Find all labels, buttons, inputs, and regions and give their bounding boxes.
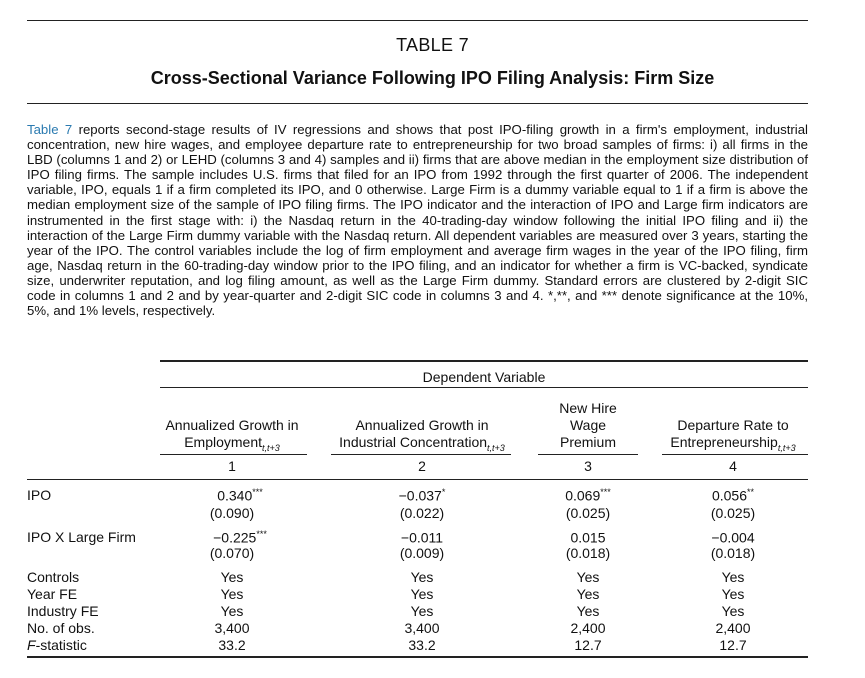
- column-rule-4: [662, 454, 808, 455]
- ipo-large-coef-3: 0.015: [570, 529, 606, 546]
- row-label-ipo: IPO: [27, 487, 52, 503]
- table-label: TABLE 7: [396, 35, 469, 55]
- ipo-se-1: (0.090): [209, 505, 255, 521]
- table-reference-link[interactable]: Table 7: [27, 122, 73, 137]
- column-number-4: 4: [729, 458, 737, 474]
- stat-label-year-fe: Year FE: [27, 586, 78, 602]
- column-rule-3: [538, 454, 638, 455]
- ipo-large-se-4: (0.018): [710, 545, 756, 561]
- ipo-large-se-3: (0.018): [565, 545, 611, 561]
- stat-label-industry-fe: Industry FE: [27, 603, 99, 619]
- table-bottom-rule: [27, 656, 808, 658]
- stat-controls-1: Yes: [220, 569, 244, 585]
- stat-f-2: 33.2: [408, 637, 436, 653]
- column-header-3: New Hire Wage Premium: [559, 400, 617, 450]
- stat-obs-1: 3,400: [214, 620, 250, 636]
- ipo-large-coef-4: −0.004: [711, 529, 755, 546]
- stat-controls-2: Yes: [410, 569, 434, 585]
- stat-controls-4: Yes: [721, 569, 745, 585]
- stat-controls-3: Yes: [576, 569, 600, 585]
- table-title: Cross-Sectional Variance Following IPO Filing Analysis: Firm Size: [150, 68, 715, 88]
- ipo-coef-1: 0.340***: [217, 487, 263, 504]
- ipo-coef-3: 0.069***: [565, 487, 611, 504]
- stat-year-fe-2: Yes: [410, 586, 434, 602]
- top-rule: [27, 20, 808, 21]
- stat-industry-fe-1: Yes: [220, 603, 244, 619]
- stat-label-f-statistic: F-statistic: [27, 637, 87, 653]
- column-header-4: Departure Rate to Entrepreneurship$_{t,t+3}$: [670, 417, 796, 453]
- ipo-se-3: (0.025): [565, 505, 611, 521]
- stat-industry-fe-4: Yes: [721, 603, 745, 619]
- stat-label-obs: No. of obs.: [27, 620, 95, 636]
- stat-obs-3: 2,400: [570, 620, 606, 636]
- table-caption: [27, 122, 808, 318]
- dependent-variable-top-rule: [160, 360, 808, 362]
- column-header-2: Annualized Growth in Industrial Concentration$_{t,t+3}$: [339, 417, 505, 453]
- stat-year-fe-4: Yes: [721, 586, 745, 602]
- ipo-large-se-2: (0.009): [399, 545, 445, 561]
- column-header-1: Annualized Growth in Employment$_{t,t+3}$: [165, 417, 299, 453]
- ipo-coef-4: 0.056**: [711, 487, 755, 504]
- stat-f-3: 12.7: [574, 637, 602, 653]
- caption-text: reports second-stage results of IV regressions and shows that post IPO-filing growth in a firm's employment, industrial concentration, new hire wages, and employee departure rate to entrepreneurship for two broad samples of firms: i) all firms in the LBD (columns 1 and 2) or LEHD (columns 3 and 4) samples and ii) firms that are above median in the employment size distribution of IPO filing firms. The sample includes U.S. firms that filed for an IPO from 1992 through the first quarter of 2006. The independent variable, IPO, equals 1 if a firm completed its IPO, and 0 otherwise. Large Firm is a dummy variable equal to 1 if a firm is above the median employment size of the sample of IPO filing firms. The IPO indicator and the interaction of IPO and Large firm indicators are instrumented in the first stage with: i) the Nasdaq return in the 40-trading-day window following the initial IPO filing and ii) the interaction of the Large Firm dummy variable with the Nasdaq return. All dependent variables are measured over 3 years, starting the year of the IPO. The control variables include the log of firm employment and average firm wages in the year of the IPO filing, firm age, Nasdaq return in the 60-trading-day window prior to the IPO filing, and an indicator for whether a firm is VC-backed, syndicate size, underwriter reputation, and log filing amount, as well as the Large Firm dummy. Standard errors are clustered by 2-digit SIC code in columns 1 and 2 and by year-quarter and 2-digit SIC code in columns 3 and 4. *,**, and *** denote significance at the 10%, 5%, and 1% levels, respectively.: [27, 122, 808, 319]
- stat-f-4: 12.7: [719, 637, 747, 653]
- stat-label-controls: Controls: [27, 569, 80, 585]
- row-label-ipo-large-firm: IPO X Large Firm: [27, 529, 136, 545]
- stat-obs-4: 2,400: [715, 620, 751, 636]
- stat-f-1: 33.2: [218, 637, 246, 653]
- dependent-variable-header: Dependent Variable: [422, 369, 546, 385]
- stat-industry-fe-2: Yes: [410, 603, 434, 619]
- ipo-se-2: (0.022): [399, 505, 445, 521]
- stat-year-fe-3: Yes: [576, 586, 600, 602]
- stat-obs-2: 3,400: [404, 620, 440, 636]
- ipo-coef-2: −0.037*: [398, 487, 446, 504]
- column-number-3: 3: [584, 458, 592, 474]
- ipo-se-4: (0.025): [710, 505, 756, 521]
- stat-industry-fe-3: Yes: [576, 603, 600, 619]
- ipo-large-coef-1: −0.225***: [213, 529, 267, 546]
- ipo-large-se-1: (0.070): [209, 545, 255, 561]
- stat-year-fe-1: Yes: [220, 586, 244, 602]
- ipo-large-coef-2: −0.011: [400, 529, 444, 546]
- header-bottom-rule: [27, 479, 808, 480]
- column-rule-2: [331, 454, 511, 455]
- column-rule-1: [160, 454, 307, 455]
- column-number-1: 1: [228, 458, 236, 474]
- column-number-2: 2: [418, 458, 426, 474]
- title-rule: [27, 103, 808, 104]
- dependent-variable-rule: [160, 387, 808, 388]
